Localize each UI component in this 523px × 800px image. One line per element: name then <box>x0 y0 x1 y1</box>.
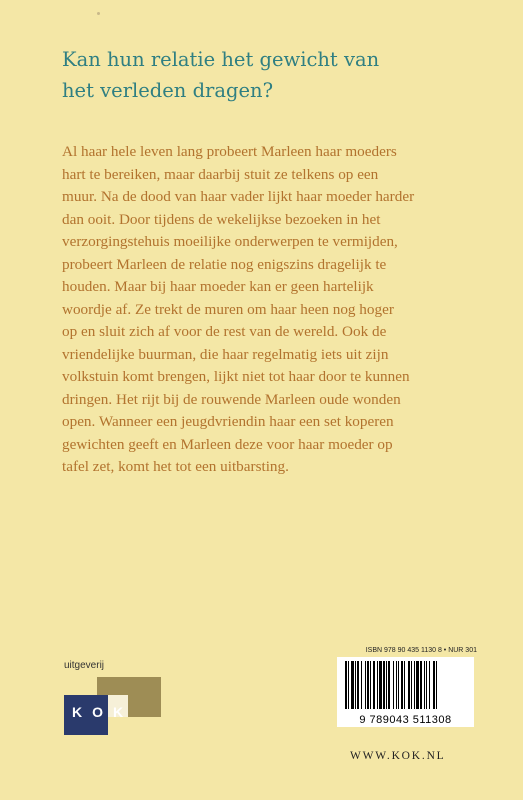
publisher-block <box>62 660 172 737</box>
blurb-line: gewichten geeft en Marleen deze voor haar moeder op <box>62 435 393 453</box>
headline-line: het verleden dragen? <box>62 79 274 102</box>
blurb-line: open. Wanneer een jeugdvriendin haar een set koperen <box>62 413 394 430</box>
headline-line: Kan hun relatie het gewicht van <box>62 48 380 71</box>
blurb-text <box>62 141 482 479</box>
blurb-line: Al haar hele leven lang probeert Marleen haar moeders <box>62 143 397 160</box>
barcode-digits: 9 789043 511308 <box>359 714 452 726</box>
blurb-line: hart te bereiken, maar daarbij stuit ze telkens op een <box>62 165 379 183</box>
kok-logo <box>62 677 162 737</box>
blurb-line: probeert Marleen de relatie nog enigszins dragelijk te <box>62 255 387 273</box>
barcode-bars <box>345 661 466 709</box>
blurb-line: woordje af. Ze trekt de muren om haar heen nog hoger <box>62 300 394 318</box>
barcode <box>337 657 474 727</box>
blurb-line: tafel zet, komt het tot een uitbarsting. <box>62 458 289 475</box>
blurb-line: vriendelijke buurman, die haar regelmatig iets uit zijn <box>62 345 389 363</box>
website-url: WWW.KOK.NL <box>350 750 446 762</box>
publisher-label: uitgeverij <box>64 660 105 671</box>
blurb-line: houden. Maar bij haar moeder kan er geen hartelijk <box>62 278 374 295</box>
blurb-line: verzorgingstehuis moeilijke onderwerpen te vermijden, <box>62 233 398 250</box>
isbn-line: ISBN 978 90 435 1130 8 • NUR 301 <box>365 647 477 654</box>
logo-letters: KOK <box>72 704 134 720</box>
blurb-line: dan ooit. Door tijdens de wekelijkse bezoeken in het <box>62 210 381 228</box>
blurb-line: dringen. Het rijt bij de rouwende Marleen oude wonden <box>62 390 401 408</box>
blurb-line: op en sluit zich af voor de rest van de wereld. Ook de <box>62 323 387 340</box>
headline <box>62 44 482 106</box>
blurb-line: volkstuin komt brengen, lijkt niet tot haar door te kunnen <box>62 368 410 385</box>
blurb-line: muur. Na de dood van haar vader lijkt haar moeder harder <box>62 188 415 205</box>
decorative-dot <box>97 12 100 15</box>
